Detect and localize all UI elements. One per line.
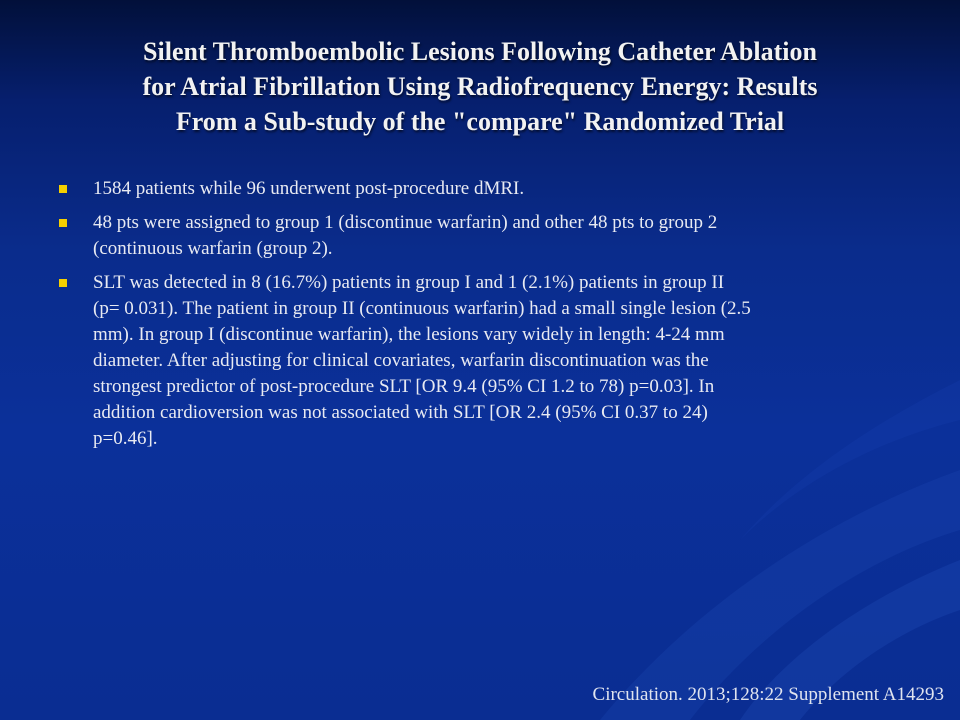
bullet-text-line: p=0.46]. — [93, 428, 158, 449]
square-bullet-icon — [59, 219, 67, 227]
slide-title-line: for Atrial Fibrillation Using Radiofrequency Energy: Results — [142, 72, 818, 101]
bullet-item — [55, 210, 905, 262]
bullet-text-line: diameter. After adjusting for clinical covariates, warfarin discontinuation was the — [93, 350, 709, 371]
square-bullet-icon — [59, 185, 67, 193]
slide-title — [40, 34, 920, 139]
bullet-text-line: SLT was detected in 8 (16.7%) patients in group I and 1 (2.1%) patients in group II — [93, 272, 725, 293]
bullet-text-line: 1584 patients while 96 underwent post-procedure dMRI. — [93, 178, 525, 199]
bullet-text-line: 48 pts were assigned to group 1 (discontinue warfarin) and other 48 pts to group 2 — [93, 212, 718, 233]
bullet-text-line: mm). In group I (discontinue warfarin), the lesions vary widely in length: 4-24 mm — [93, 324, 725, 345]
bullet-text-line: addition cardioversion was not associated with SLT [OR 2.4 (95% CI 0.37 to 24) — [93, 402, 708, 423]
bullet-item — [55, 176, 905, 202]
bullet-list — [55, 176, 905, 460]
bullet-item — [55, 270, 905, 452]
bullet-text-line: (p= 0.031). The patient in group II (continuous warfarin) had a small single lesion (2.5 — [93, 298, 751, 319]
slide-title-line: Silent Thromboembolic Lesions Following Catheter Ablation — [143, 37, 817, 66]
bullet-text-line: (continuous warfarin (group 2). — [93, 238, 333, 259]
square-bullet-icon — [59, 279, 67, 287]
citation-footer: Circulation. 2013;128:22 Supplement A14293 — [592, 684, 944, 705]
bullet-text-line: strongest predictor of post-procedure SLT [OR 9.4 (95% CI 1.2 to 78) p=0.03]. In — [93, 376, 715, 397]
slide-title-line: From a Sub-study of the "compare" Randomized Trial — [175, 107, 785, 136]
